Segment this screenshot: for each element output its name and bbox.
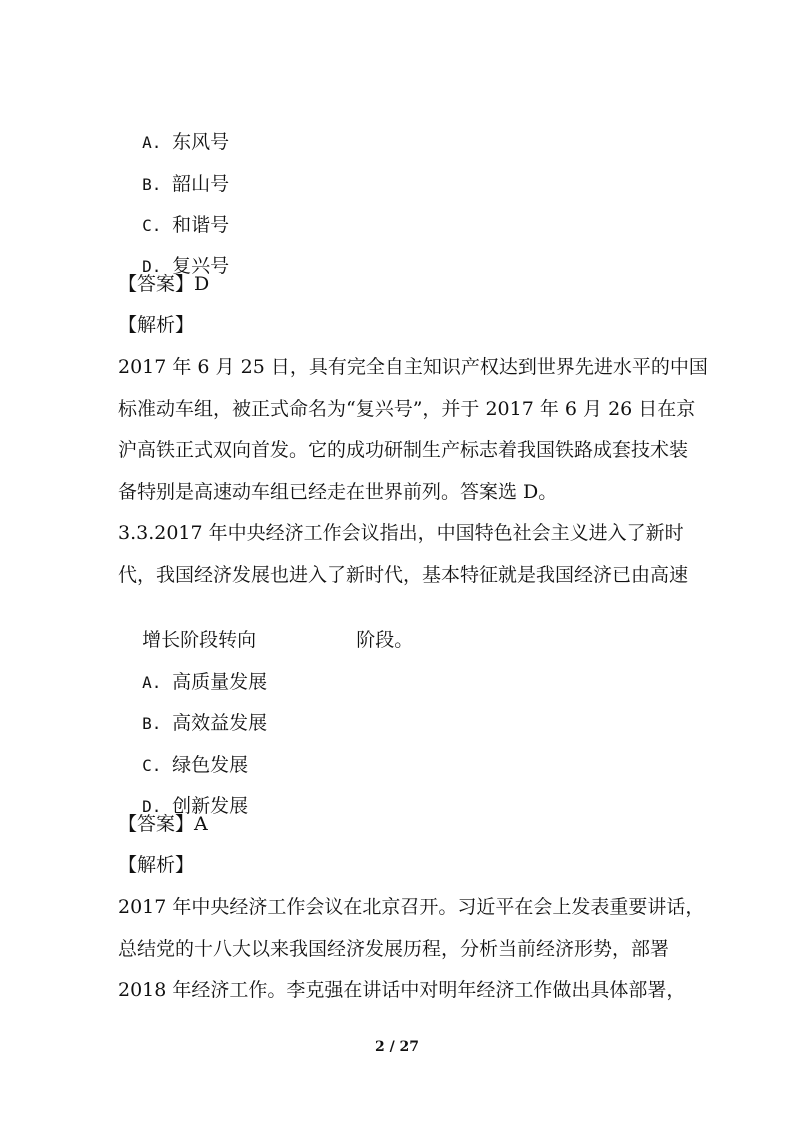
option-letter: B.: [142, 714, 162, 733]
option-text: 高质量发展: [172, 671, 268, 693]
q3-stem-line: 代，我国经济发展也进入了新时代，基本特征就是我国经济已由高速: [118, 564, 689, 586]
option-text: 复兴号: [172, 255, 230, 277]
option-letter: C.: [142, 756, 162, 775]
option-text: 东风号: [172, 131, 230, 153]
q3-answer: 【答案】A: [118, 813, 208, 835]
option-letter: A.: [142, 133, 162, 152]
q3-analysis-line: 2017 年中央经济工作会议在北京召开。习近平在会上发表重要讲话，: [118, 896, 705, 918]
q2-analysis-line: 2017 年 6 月 25 日，具有完全自主知识产权达到世界先进水平的中国: [118, 356, 708, 378]
q2-analysis-label: 【解析】: [118, 314, 195, 336]
option-letter: D.: [142, 797, 162, 816]
q2-analysis-line: 标准动车组，被正式命名为“复兴号”，并于 2017 年 6 月 26 日在京: [118, 398, 696, 420]
option-letter: D.: [142, 257, 162, 276]
q3-stem-after-blank: 阶段。: [356, 629, 414, 651]
option-letter: C.: [142, 216, 162, 235]
q3-stem-before-blank: 增长阶段转向: [142, 629, 257, 651]
option-text: 绿色发展: [172, 754, 249, 776]
option-text: 韶山号: [172, 173, 230, 195]
q3-analysis-line: 总结党的十八大以来我国经济发展历程，分析当前经济形势，部署: [118, 938, 670, 960]
option-letter: A.: [142, 673, 162, 692]
option-text: 和谐号: [172, 214, 230, 236]
page-number: 2 / 27: [374, 1039, 420, 1055]
q3-analysis-line: 2018 年经济工作。李克强在讲话中对明年经济工作做出具体部署，: [118, 979, 686, 1001]
q3-stem-line: 3.3.2017 年中央经济工作会议指出，中国特色社会主义进入了新时: [118, 522, 684, 544]
q2-analysis-line: 沪高铁正式双向首发。它的成功研制生产标志着我国铁路成套技术装: [118, 439, 689, 461]
option-letter: B.: [142, 175, 162, 194]
option-text: 高效益发展: [172, 712, 268, 734]
q2-answer: 【答案】D: [118, 273, 210, 295]
q2-analysis-line: 备特别是高速动车组已经走在世界前列。答案选 D。: [118, 481, 558, 503]
q3-analysis-label: 【解析】: [118, 854, 195, 876]
option-text: 创新发展: [172, 795, 249, 817]
